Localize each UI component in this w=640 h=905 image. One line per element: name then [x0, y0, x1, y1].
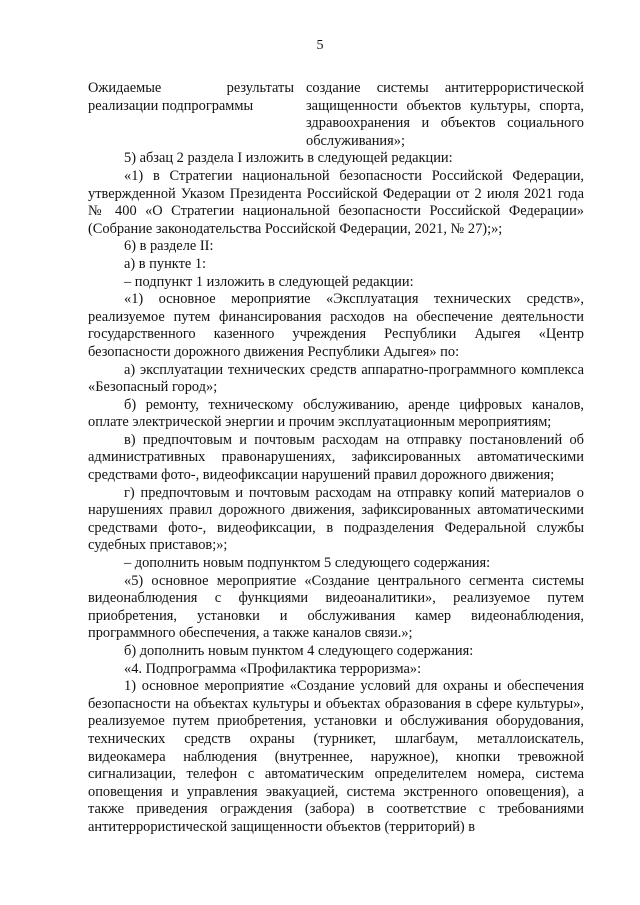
- paragraph-1: 5) абзац 2 раздела I изложить в следующей редакции:: [124, 150, 453, 167]
- paragraph-6: «1) основное мероприятие «Эксплуатация технических средств», реализуемое путем финансирования расходов на обеспечение деятельности государственного казенного учреждения Республики Адыгея «Центр безопасности дорожного движения Республики Адыгея» по:: [88, 291, 584, 360]
- row-value: создание системы антитеррористической защищенности объектов культуры, спорта, здравоохранения и объектов социального обслуживания»;: [306, 80, 584, 149]
- paragraph-12: «5) основное мероприятие «Создание центрального сегмента системы видеонаблюдения с функциями видеоаналитики», реализуемое путем приобретения, установки и обслуживания камер видеонаблюдения, программного обеспечения, а также каналов связи.»;: [88, 572, 584, 642]
- paragraph-3: 6) в разделе II:: [124, 238, 214, 255]
- paragraph-7: а) эксплуатации технических средств аппаратно-программного комплекса «Безопасный город»;: [88, 361, 584, 396]
- paragraph-11: – дополнить новым подпунктом 5 следующего содержания:: [124, 555, 491, 572]
- page-number: 5: [316, 38, 324, 53]
- paragraph-2: «1) в Стратегии национальной безопасности Российской Федерации, утвержденной Указом Президента Российской Федерации от 2 июля 2021 года № 400 «О Стратегии национальной безопасности Российской Федерации» (Собрание законодательства Российской Федерации, 2021, № 27);»;: [88, 167, 584, 237]
- paragraph-13: б) дополнить новым пунктом 4 следующего содержания:: [124, 643, 474, 659]
- row-label: Ожидаемые результаты реализации подпрограммы: [88, 80, 294, 114]
- table-row: [88, 80, 584, 150]
- paragraph-15: 1) основное мероприятие «Создание условий для охраны и обеспечения безопасности на объектах культуры и объектах образования в сфере культуры», реализуемое путем приобретения, установки и обслуживания оборудования, технических средств охраны (турникет, шлагбаум, металлоискатель, видеокамера наблюдения (внутреннее, наружное), кнопки тревожной сигнализации, телефон с автоматическим определителем номера, система оповещения и управления эвакуацией, система экстренного оповещения), а также приведения ограждения (забора) в соответствие с требованиями антитеррористической защищенности объектов (территорий) в: [88, 678, 584, 835]
- paragraph-5: – подпункт 1 изложить в следующей редакции:: [124, 273, 414, 290]
- paragraph-10: г) предпочтовым и почтовым расходам на отправку копий материалов о нарушениях правил дорожного движения, зафиксированных автоматическими средствами фото-, видеофиксации, в подразделения Федеральной службы судебных приставов;»;: [88, 484, 584, 554]
- paragraph-4: а) в пункте 1:: [124, 255, 207, 272]
- document-body: [88, 80, 584, 837]
- paragraph-14: «4. Подпрограмма «Профилактика терроризма»:: [124, 660, 422, 677]
- paragraph-8: б) ремонту, техническому обслуживанию, аренде цифровых каналов, оплате электрической энергии и прочим эксплуатационным мероприятиям;: [88, 396, 584, 431]
- paragraph-9: в) предпочтовым и почтовым расходам на отправку постановлений об административных правонарушениях, зафиксированных автоматическими средствами фото-, видеофиксации нарушений правил дорожного движения;: [88, 431, 584, 484]
